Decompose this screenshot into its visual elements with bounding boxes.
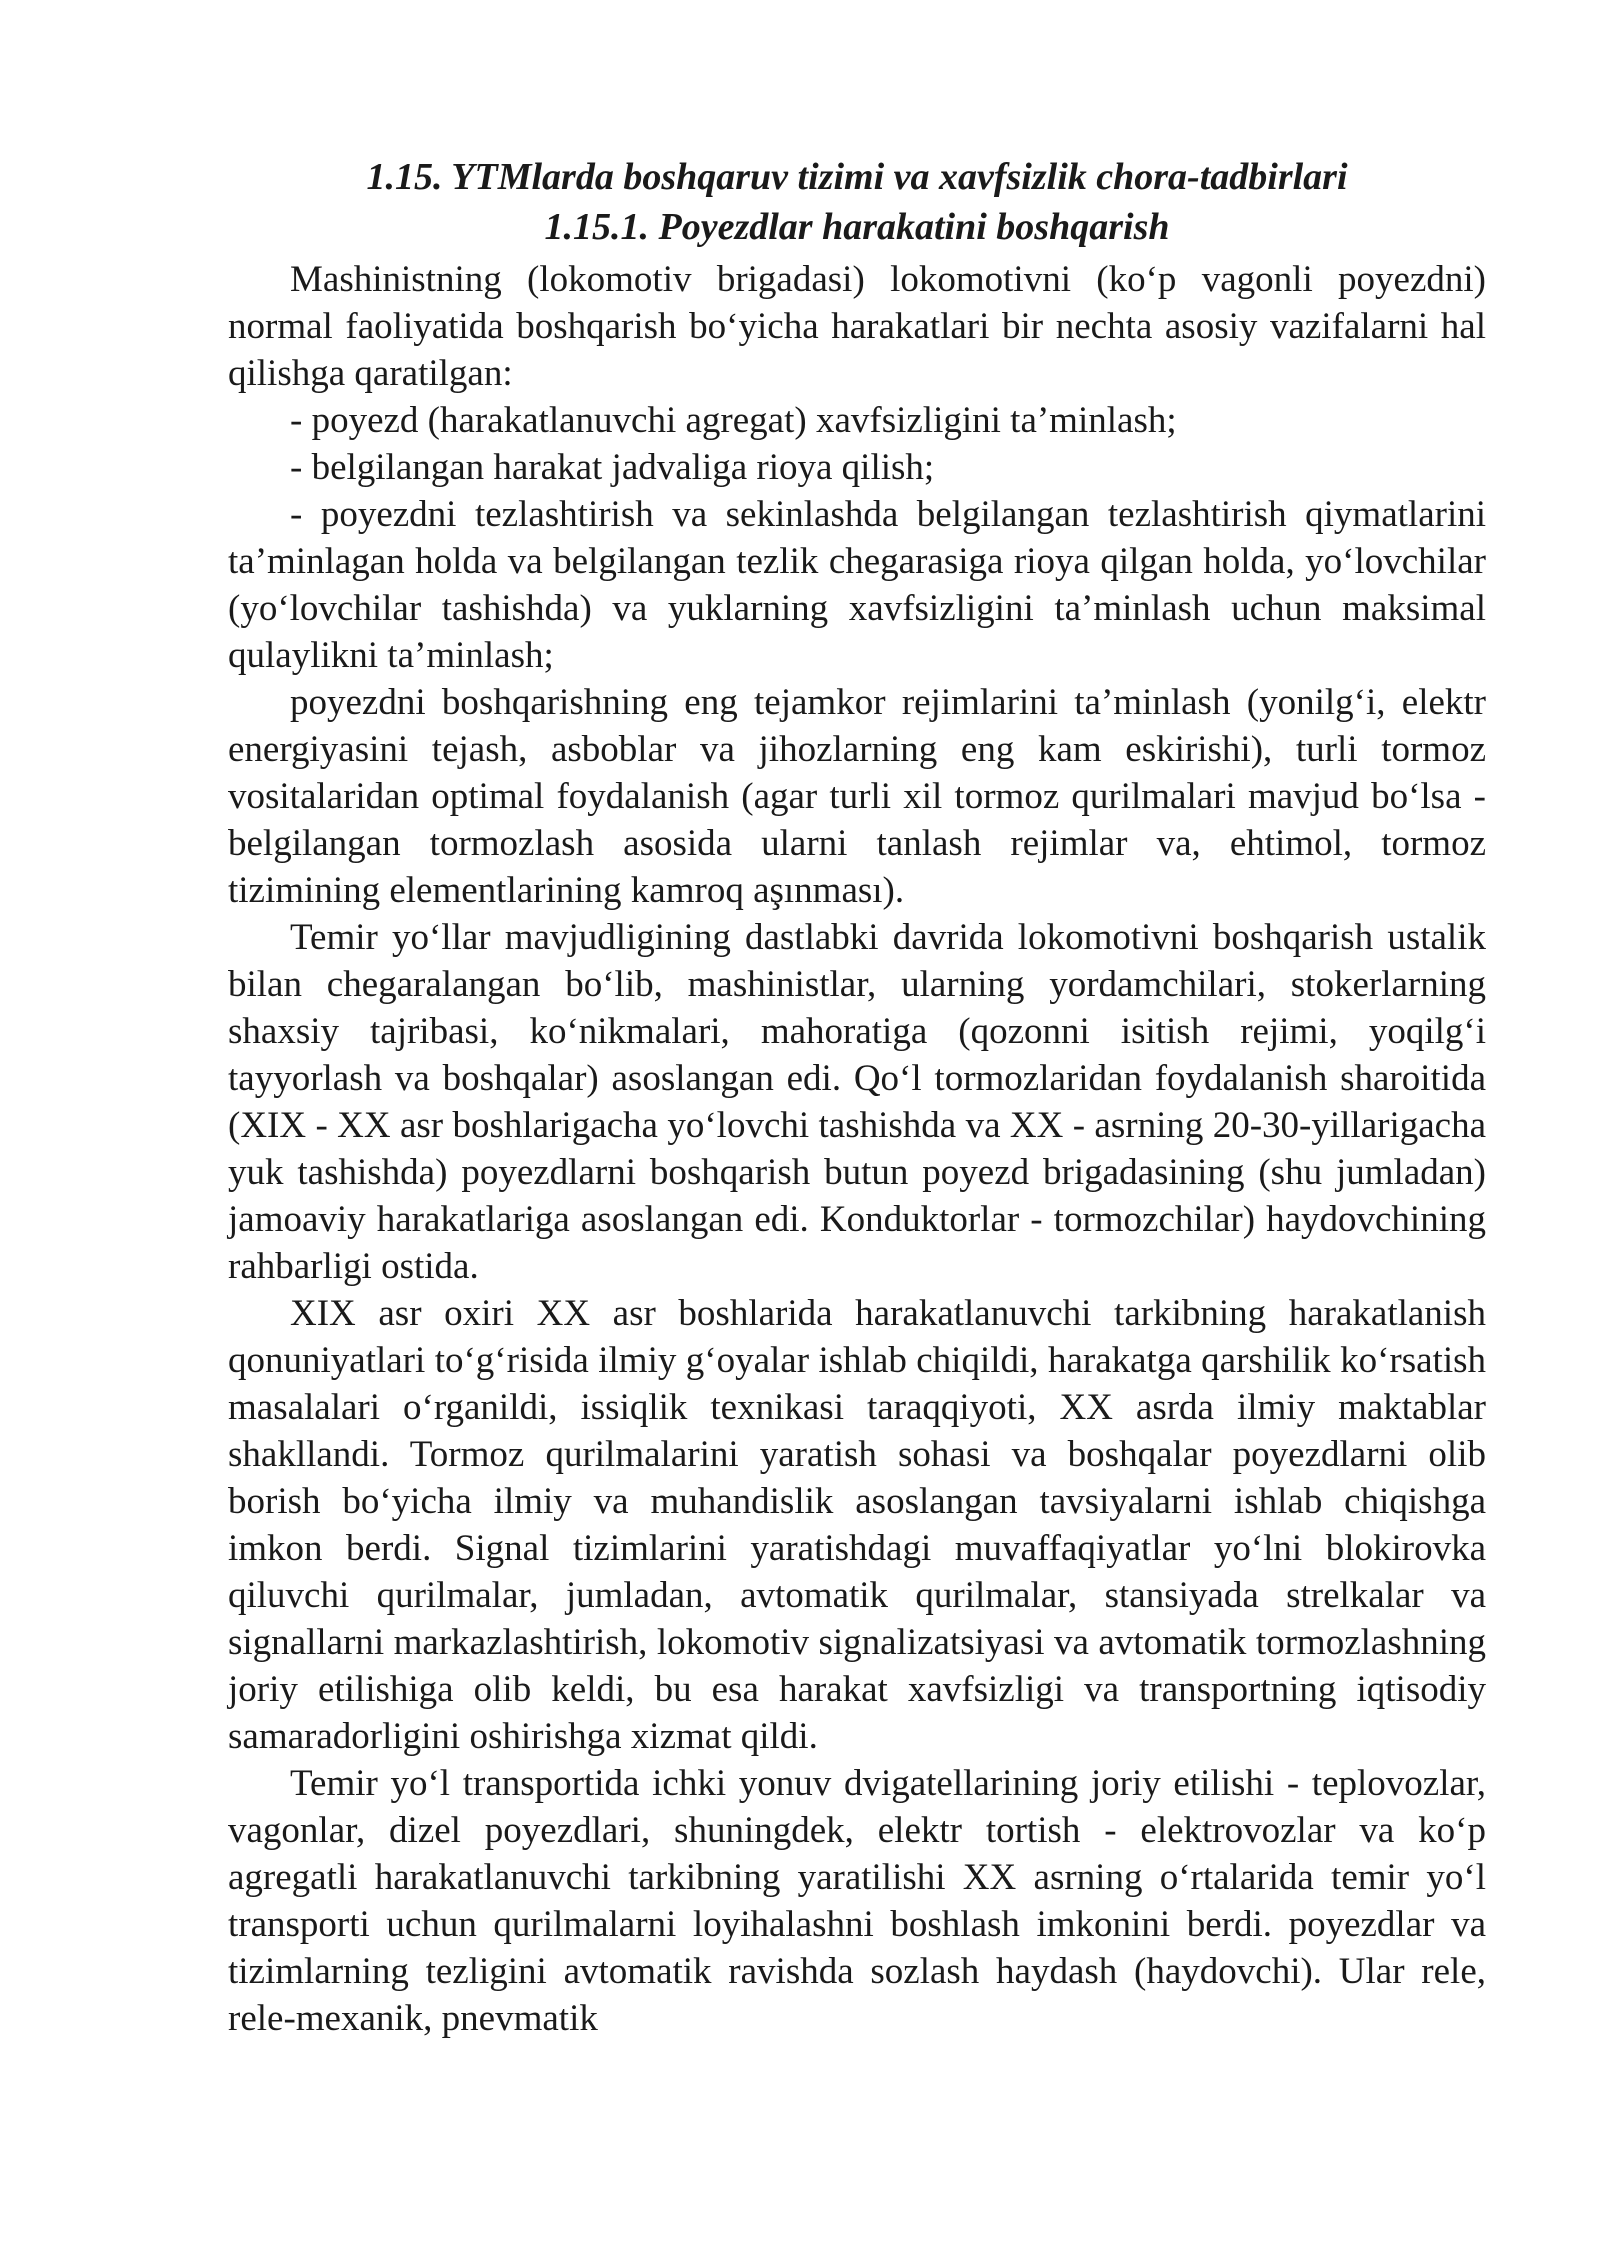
paragraph-intro: Mashinistning (lokomotiv brigadasi) lokomotivni (ko‘p vagonli poyezdni) normal faoliyatida boshqarish bo‘yicha harakatlari bir nechta asosiy vazifalarni hal qilishga qaratilgan: [228, 259, 1486, 394]
list-item: - poyezdni tezlashtirish va sekinlashda belgilangan tezlashtirish qiymatlarini ta’minlagan holda va belgilangan tezlik chegarasiga rioya qilgan holda, yo‘lovchilar (yo‘lovchilar tashishda) va yuklarning xavfsizligini ta’minlash uchun maksimal qulaylikni ta’minlash; [228, 494, 1486, 676]
list-item: - poyezd (harakatlanuvchi agregat) xavfsizligini ta’minlash; [290, 400, 1177, 441]
subsection-heading: 1.15.1. Poyezdlar harakatini boshqarish [544, 206, 1170, 248]
paragraph: Temir yo‘l transportida ichki yonuv dvigatellarining joriy etilishi - teplovozlar, vagonlar, dizel poyezdlari, shuningdek, elektr tortish - elektrovozlar va ko‘p agregatli harakatlanuvchi tarkibning yaratilishi XX asrning o‘rtalarida temir yo‘l transporti uchun qurilmalarni loyihalashni boshlash imkonini berdi. poyezdlar va tizimlarning tezligini avtomatik ravishda sozlash haydash (haydovchi). Ular rele, rele-mexanik, pnevmatik [228, 1763, 1486, 2039]
section-heading: 1.15. YTMlarda boshqaruv tizimi va xavfsizlik chora-tadbirlari [366, 156, 1348, 198]
paragraph: Temir yo‘llar mavjudligining dastlabki davrida lokomotivni boshqarish ustalik bilan chegaralangan bo‘lib, mashinistlar, ularning yordamchilari, stokerlarning shaxsiy tajribasi, ko‘nikmalari, mahoratiga (qozonni isitish rejimi, yoqilg‘i tayyorlash va boshqalar) asoslangan edi. Qo‘l tormozlaridan foydalanish sharoitida (XIX - XX asr boshlarigacha yo‘lovchi tashishda va XX - asrning 20-30-yillarigacha yuk tashishda) poyezdlarni boshqarish butun poyezd brigadasining (shu jumladan) jamoaviy harakatlariga asoslangan edi. Konduktorlar - tormozchilar) haydovchining rahbarligi ostida. [228, 917, 1486, 1287]
list-item: - belgilangan harakat jadvaliga rioya qilish; [290, 447, 935, 488]
document-page [228, 152, 1486, 2042]
paragraph: poyezdni boshqarishning eng tejamkor rejimlarini ta’minlash (yonilg‘i, elektr energiyasini tejash, asboblar va jihozlarning eng kam eskirishi), turli tormoz vositalaridan optimal foydalanish (agar turli xil tormoz qurilmalari mavjud bo‘lsa - belgilangan tormozlash asosida ularni tanlash rejimlar va, ehtimol, tormoz tizimining elementlarining kamroq aşınması). [228, 682, 1486, 911]
paragraph: XIX asr oxiri XX asr boshlarida harakatlanuvchi tarkibning harakatlanish qonuniyatlari to‘g‘risida ilmiy g‘oyalar ishlab chiqildi, harakatga qarshilik ko‘rsatish masalalari o‘rganildi, issiqlik texnikasi taraqqiyoti, XX asrda ilmiy maktablar shakllandi. Tormoz qurilmalarini yaratish sohasi va boshqalar poyezdlarni olib borish bo‘yicha ilmiy va muhandislik asoslangan tavsiyalarni ishlab chiqishga imkon berdi. Signal tizimlarini yaratishdagi muvaffaqiyatlar yo‘lni blokirovka qiluvchi qurilmalar, jumladan, avtomatik qurilmalar, stansiyada strelkalar va signallarni markazlashtirish, lokomotiv signalizatsiyasi va avtomatik tormozlashning joriy etilishiga olib keldi, bu esa harakat xavfsizligi va transportning iqtisodiy samaradorligini oshirishga xizmat qildi. [228, 1293, 1486, 1757]
